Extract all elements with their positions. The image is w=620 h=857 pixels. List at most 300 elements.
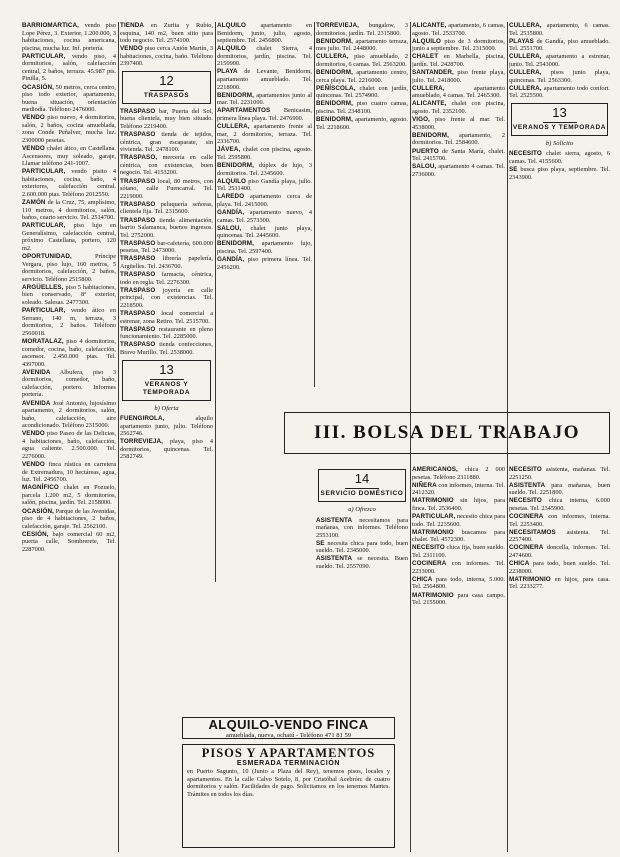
newspaper-page <box>22 22 610 852</box>
classified-ad <box>412 148 505 163</box>
classified-ad-keyword: VENDO <box>22 145 45 153</box>
classified-ad <box>120 287 213 310</box>
classified-ad <box>22 338 116 368</box>
ad-pisos-subtitle: ESMERADA TERMINACIÓN <box>236 760 341 767</box>
classified-ad-keyword: JÁVEA, <box>217 146 241 154</box>
classified-ad <box>412 100 505 115</box>
classified-ad <box>217 123 312 146</box>
classified-ad <box>509 544 610 559</box>
classified-ad-text: apartamento amueblado, 4 camas. Tel. 2465300. <box>412 84 505 100</box>
classified-ad-text: para casa campo. Tel. 2155000. <box>412 591 505 607</box>
classified-ad <box>412 53 505 68</box>
classified-ad-text: sin hijos, para finca. Tel. 2536400. <box>412 497 505 512</box>
classified-ad <box>412 576 505 591</box>
classified-ad-keyword: NIÑERA <box>412 481 437 489</box>
classified-ad-text: apartamento, 6 camas, agosto. Tel. 2533700. <box>412 22 505 37</box>
classified-ad <box>412 544 505 559</box>
classified-ad <box>412 163 505 178</box>
classified-ad-keyword: GANDÍA, <box>217 209 245 217</box>
classified-ad-keyword: BENIDORM, <box>412 131 449 139</box>
classified-ad <box>22 114 116 144</box>
classified-ad <box>217 68 312 91</box>
classified-ad <box>120 131 213 154</box>
section-veranos-temporada-solicito <box>511 103 608 136</box>
classified-ad-text: chalet Sierra, 4 dormitorios, jardín, piscina. Tel. 2150900. <box>217 45 312 68</box>
section-title: VERANOS Y TEMPORADA <box>512 123 607 131</box>
section-title: SERVICIO DOMÉSTICO <box>320 490 404 497</box>
classified-column-5-lower <box>412 466 505 852</box>
classified-ad <box>22 222 116 252</box>
classified-ad <box>412 592 505 607</box>
section-heading-text: III. BOLSA DEL TRABAJO <box>313 422 580 443</box>
classified-ad <box>217 45 312 68</box>
classified-ad-text: apartamento terraza, mes julio. Tel. 2448000. <box>316 37 408 53</box>
classified-ad-keyword: CHICA <box>412 575 433 583</box>
classified-ad-text: chalet ático, en Castellana. Ascensores, muy soleado, garaje, Llamar teléfono 241-1007. <box>22 145 116 168</box>
classified-ad-keyword: ARGÜELLES, <box>22 283 64 291</box>
classified-ad-keyword: FUENGIROLA, <box>120 415 165 423</box>
classified-ad-text: se necesita. Buen sueldo. Tel. 2557090. <box>316 555 408 571</box>
classified-ad-keyword: CHALET <box>412 53 439 61</box>
classified-ad-text: para todo, buen sueldo. Tel. 2238000. <box>509 560 610 575</box>
classified-ad-keyword: BENIDORM, <box>217 162 254 169</box>
classified-ad-text: chalet con jardín, quincenas. Tel. 2574900. <box>316 84 408 100</box>
classified-ad <box>22 461 116 484</box>
classified-ad-keyword: TRASPASO <box>120 310 156 318</box>
classified-ad <box>217 162 312 177</box>
ad-pisos-title: PISOS Y APARTAMENTOS <box>201 746 376 760</box>
classified-ad-text: piso 5 habitaciones, bien conservado, 8º exterior, soleado. Salesas. 2477300. <box>22 283 116 307</box>
classified-ad-text: bar-cafetería, 600.000 pesetas, Tel. 2473000. <box>120 239 213 255</box>
classified-ad <box>120 310 213 325</box>
classified-ad-text: Benicasim, primera línea playa. Tel. 2476900. <box>217 107 312 122</box>
classified-ad <box>120 271 213 286</box>
classified-ad-text: vendo ático en Serrano, 140 m, terraza, 3 dormitorios, 2 baños. Teléfono 2560018. <box>22 307 116 337</box>
classified-ad-text: en Marbella, piscina, jardín. Tel. 2428700. <box>412 53 505 68</box>
section-number: 12 <box>159 72 174 88</box>
classified-ad-keyword: PARTICULAR, <box>22 168 66 176</box>
classified-ad <box>509 166 610 181</box>
classified-ad-keyword: ALQUILO <box>412 37 442 45</box>
classified-ad-text: José Antonio, lujosísimo apartamento, 2 dormitorios, salón, baño, calefacción, aire acondicionado. Teléfono 2315000. <box>22 399 116 430</box>
classified-ad <box>22 284 116 307</box>
classified-ad <box>22 253 116 283</box>
classified-ad <box>217 22 312 45</box>
classified-ad-text: local comercial a estrenar, zona Retiro. Tel. 2515700. <box>120 310 213 325</box>
classified-ad-text: en hijos, para casa. Tel. 2233277. <box>509 575 610 591</box>
classified-ad-keyword: ASISTENTA <box>316 555 353 563</box>
classified-ad-text: de la Cruz, 75, amplísimo, 110 metros, 4 dormitorios, salón, baños, cuarto servicio. Tel. 2514700. <box>22 199 116 222</box>
classified-ad-keyword: CULLERA, <box>509 69 542 77</box>
classified-ad <box>316 540 408 555</box>
ad-pisos-apartamentos <box>182 744 395 848</box>
classified-ad-text: para todo, interna, 5.000. Tel. 2564800. <box>412 575 505 591</box>
classified-ad-text: piso Paseo de las Delicias, 4 habitaciones, baño, calefacción, agua caliente. 2.500.000. Tel. 2276000. <box>22 430 116 460</box>
classified-ad <box>22 53 116 83</box>
classified-column-1 <box>22 22 116 852</box>
classified-ad-keyword: MATRIMONIO <box>412 591 454 599</box>
classified-ad <box>412 38 505 53</box>
classified-ad-keyword: TIENDA <box>120 22 145 29</box>
classified-ad-keyword: ALICANTE, <box>412 22 447 29</box>
column-divider <box>118 22 119 852</box>
classified-ad-keyword: TRASPASO <box>120 286 156 294</box>
classified-ad <box>316 116 408 131</box>
classified-ad-keyword: BENIDORM, <box>217 91 254 99</box>
classified-ad <box>22 84 116 114</box>
classified-ad-text: apartamento centro, cerca playa. Tel. 2216000. <box>316 69 408 84</box>
section-subtitle: a) Ofrezco <box>348 506 376 513</box>
classified-ad <box>217 193 312 208</box>
classified-ad <box>22 400 116 430</box>
classified-ad <box>217 107 312 122</box>
section-subtitle: b) Oferta <box>154 404 179 412</box>
classified-column-6 <box>509 22 610 392</box>
classified-ad-keyword: TRASPASO <box>120 255 156 263</box>
classified-ad-keyword: ZAMÓN <box>22 199 46 207</box>
classified-ad-keyword: LAREDO <box>217 193 245 201</box>
classified-ad-text: tienda de tejidos, céntrica, gran escaparate, sin vivienda. Tel. 2478100. <box>120 131 213 154</box>
classified-ad <box>412 132 505 147</box>
ad-finca <box>182 717 395 739</box>
classified-ad-keyword: MATRIMONIO <box>412 497 454 505</box>
classified-ad-keyword: TRASPASO <box>120 325 156 333</box>
classified-ad-text: asistenta, mañanas. Tel. 2251250. <box>509 466 610 481</box>
column-divider <box>314 22 315 387</box>
classified-ad <box>509 466 610 481</box>
classified-ad <box>412 560 505 575</box>
classified-ad-keyword: COCINERA <box>509 513 544 521</box>
classified-ad <box>509 69 610 84</box>
classified-ad-text: apartamento, 6 camas. Tel. 2535800. <box>509 22 610 37</box>
classified-ad-keyword: TRASPASO <box>120 107 156 115</box>
classified-ad <box>217 256 312 271</box>
classified-ad-keyword: TORREVIEJA, <box>316 22 359 29</box>
classified-ad-keyword: CESIÓN, <box>22 530 49 538</box>
classified-ad <box>316 555 408 570</box>
classified-ad-keyword: TRASPASO <box>120 200 156 208</box>
classified-ad-keyword: TRASPASO <box>120 216 156 224</box>
classified-ad <box>412 513 505 528</box>
ad-finca-line: amueblada, nueva, ochatú - Teléfono 471 81 59 <box>225 732 352 739</box>
classified-ad-keyword: PLAYA <box>217 68 238 76</box>
classified-ad-keyword: PLAYAS <box>509 37 534 45</box>
classified-ad-keyword: TRASPASO <box>120 131 156 139</box>
classified-ad <box>22 369 116 399</box>
classified-ad-keyword: VIGO, <box>412 116 430 124</box>
classified-ad-keyword: NECESITAMOS <box>509 528 556 536</box>
classified-ad-keyword: TRASPASO <box>120 177 156 185</box>
classified-ad-text: apartamento a estrenar, junio. Tel. 2543000. <box>509 53 610 68</box>
classified-ad <box>412 22 505 37</box>
classified-ad <box>120 438 213 461</box>
classified-ad-text: piso primera línea. Tel. 2456200. <box>217 256 312 271</box>
classified-ad-text: piso amueblado, 2 dormitorios, 6 camas. Tel. 2563200. <box>316 53 408 68</box>
classified-ad-text: Parque de las Avenidas, piso de 4 habitaciones, 2 baños, calefacción, garaje. Tel. 2562100. <box>22 507 116 530</box>
classified-ad-text: farmacia, céntrica, todo en regla. Tel. 2276300. <box>120 271 213 286</box>
classified-ad-keyword: AVENIDA <box>22 399 51 407</box>
classified-ad-keyword: SANTANDER, <box>412 69 454 77</box>
classified-ad-keyword: TRASPASO <box>120 341 156 349</box>
classified-ad <box>22 508 116 531</box>
classified-ad-text: apartamento todo confort. Tel. 2525500. <box>509 84 610 100</box>
classified-ad-keyword: TRASPASO <box>120 239 156 247</box>
classified-ad-keyword: BENIDORM, <box>316 69 353 77</box>
classified-ad-text: doncella, informes. Tel. 2474600. <box>509 544 610 559</box>
classified-ad-keyword: MATRIMONIO <box>412 528 454 536</box>
classified-ad-text: necesito chica para todo. Tel. 2235600. <box>412 513 505 528</box>
classified-ad-text: chalet junto playa, quincenas. Tel. 2445600. <box>217 224 312 240</box>
classified-ad <box>509 482 610 497</box>
classified-ad-text: apartamento, 2 dormitorios. Tel. 2584600. <box>412 131 505 147</box>
classified-ad <box>509 85 610 100</box>
classified-ad <box>217 209 312 224</box>
classified-ad-text: Albufera, piso 3 dormitorios, comedor, baño, calefacción, portero. Informes portería. <box>22 368 116 399</box>
classified-ad-keyword: CHICA <box>509 560 530 568</box>
classified-ad <box>120 108 213 131</box>
classified-ad <box>22 168 116 198</box>
classified-ad-text: peluquería señoras, clientela fija. Tel. 2315600. <box>120 200 213 216</box>
classified-ad <box>120 201 213 216</box>
classified-ad-keyword: NECESITO <box>509 466 542 473</box>
classified-ad <box>412 529 505 544</box>
classified-ad-keyword: PEÑÍSCOLA, <box>316 84 356 92</box>
classified-ad-keyword: MAGNÍFICO <box>22 484 59 492</box>
classified-ad-text: bungalow, 3 dormitorios, jardín. Tel. 2315800. <box>316 22 408 37</box>
classified-ad-keyword: ALQUILO <box>217 45 247 53</box>
classified-ad-keyword: CULLERA, <box>509 84 542 92</box>
classified-column-6-lower <box>509 466 610 852</box>
classified-ad <box>316 100 408 115</box>
classified-ad-keyword: BARRIOMÁRTICA, <box>22 22 80 29</box>
classified-ad <box>22 307 116 337</box>
classified-ad-text: para mañanas, buen sueldo. Tel. 2251800. <box>509 481 610 497</box>
ad-finca-title: ALQUILO-VENDO FINCA <box>208 717 369 732</box>
classified-ad-text: pisos junto playa, quincenas. Tel. 2563300. <box>509 69 610 84</box>
classified-ad-keyword: ASISTENTA <box>509 481 546 489</box>
classified-ad-keyword: SALOU, <box>217 224 242 232</box>
classified-ad <box>217 178 312 193</box>
classified-ad-text: piso frente al mar. Tel. 4538000. <box>412 116 505 131</box>
classified-ad-text: dúplex de lujo, 3 dormitorios. Tel. 2345600. <box>217 162 312 177</box>
section-title: VERANOS Y TEMPORADA <box>142 380 191 396</box>
classified-ad-text: piso nuevo, 4 dormitorios, salón, 2 baños, cocina amueblada, zona Conde Peñalver, mucha luz. 2300000 pesetas. <box>22 114 116 144</box>
classified-ad-keyword: TORREVIEJA, <box>120 438 163 446</box>
classified-ad-text: piso de 3 dormitorios, junio a septiembre. Tel. 2315000. <box>412 37 505 53</box>
classified-ad-keyword: ASISTENTA <box>316 516 353 524</box>
classified-ad-keyword: COCINERA <box>509 544 544 552</box>
classified-ad <box>412 69 505 84</box>
classified-ad <box>120 255 213 270</box>
classified-ad-text: buscamos para chalet. Tel. 4572300. <box>412 528 505 544</box>
classified-ad-keyword: VENDO <box>22 430 45 438</box>
classified-ad-keyword: NECESITO <box>509 150 542 158</box>
classified-ad-keyword: PARTICULAR, <box>22 307 66 315</box>
classified-ad-keyword: VENDO <box>22 114 45 122</box>
classified-ad-keyword: CULLERA, <box>316 53 349 61</box>
classified-ad-keyword: ALQUILO <box>217 22 247 29</box>
section-number: 13 <box>552 104 567 120</box>
classified-ad <box>412 85 505 100</box>
section-number: 14 <box>354 471 370 486</box>
classified-ad-text: chalet en Pozuelo, parcela 1.200 m2, 5 dormitorios, salón, piscina, jardín. Tel. 2158000. <box>22 484 116 507</box>
classified-ad <box>316 22 408 37</box>
classified-ad-text: apartamento lujo, piscina. Tel. 2597400. <box>217 240 312 255</box>
classified-ad <box>509 513 610 528</box>
classified-ad-keyword: PARTICULAR, <box>22 52 66 60</box>
classified-ad <box>22 145 116 168</box>
classified-ad-keyword: AMERICANOS, <box>412 466 458 473</box>
classified-ad <box>412 497 505 512</box>
classified-ad-text: bajo comercial 60 m2, puerta calle, Sombrerete, Tel. 2287000. <box>22 530 116 553</box>
classified-ad-text: con informes, interna. Tel. 2412320. <box>412 481 505 497</box>
classified-ad <box>120 22 213 45</box>
classified-ad <box>412 482 505 497</box>
classified-ad <box>120 217 213 240</box>
classified-ad-keyword: BENIDORM, <box>316 100 353 108</box>
classified-ad-text: alquilo apartamento junio, julio. Teléfono 2562746. <box>120 415 213 438</box>
classified-ad-text: chica fija, buen sueldo. Tel. 2311100. <box>412 544 505 559</box>
section-traspasos <box>122 71 211 104</box>
classified-ad-text: restaurante en pleno funcionamiento. Tel. 2285000. <box>120 325 213 341</box>
classified-ad-keyword: NECESITO <box>412 544 445 552</box>
classified-ad-text: chalet sierra, agosto, 6 camas. Tel. 4155600. <box>509 150 610 165</box>
classified-ad <box>22 531 116 554</box>
classified-ad <box>120 415 213 438</box>
classified-ad-keyword: CULLERA, <box>217 123 250 131</box>
classified-ad-keyword: AVENIDA <box>22 368 51 376</box>
classified-ad-text: chalet con piscina, agosto. Tel. 2595800. <box>217 146 312 161</box>
classified-ad <box>217 240 312 255</box>
classified-ad-text: joyería en calle principal, con existencias. Tel. 2218500. <box>120 286 213 309</box>
classified-ad <box>217 92 312 107</box>
classified-ad <box>120 154 213 177</box>
classified-ad-keyword: BENIDORM, <box>217 240 254 248</box>
classified-ad-text: bar, Puerta del Sol, buena clientela, muy bien situado. Teléfono 2219400. <box>120 107 213 130</box>
classified-ad <box>509 576 610 591</box>
classified-ad-keyword: MORATALAZ, <box>22 337 64 345</box>
classified-column-4-lower <box>316 466 408 734</box>
section-subtitle: b) Solicito <box>545 139 574 147</box>
classified-ad <box>509 497 610 512</box>
classified-ad-text: piso frente playa, julio. Tel. 2418000. <box>412 69 505 84</box>
classified-ad-text: finca rústica en carretera de Extremadura, 10 hectáreas, agua, luz. Tel. 2456700. <box>22 461 116 484</box>
classified-ad-text: apartamento cerca de playa. Tel. 2415000. <box>217 193 312 208</box>
classified-ad <box>22 22 116 52</box>
classified-ad-keyword: GANDÍA, <box>217 256 245 264</box>
classified-ad-text: piso cerca Antón Martín, 3 habitaciones, cocina, baño. Teléfono 2397400. <box>120 45 213 68</box>
classified-ad <box>316 38 408 53</box>
classified-ad-keyword: ALQUILO <box>217 177 247 185</box>
classified-ad <box>509 38 610 53</box>
classified-ad-keyword: CULLERA, <box>412 84 445 92</box>
classified-ad-text: Príncipe Vergara, piso lujo, 160 metros, 5 dormitorios, calefacción, 2 baños, servicio. Teléfono 2515800. <box>22 253 116 283</box>
classified-ad-text: tienda alimentación, barrio Salamanca, buenos ingresos. Tel. 2752000. <box>120 216 213 239</box>
classified-ad <box>509 529 610 544</box>
classified-ad-keyword: OCASIÓN, <box>22 507 54 515</box>
classified-ad-text: librería papelería, Argüelles. Tel. 2436700. <box>120 255 213 270</box>
classified-ad-keyword: VENDO <box>22 461 45 469</box>
classified-ad-keyword: PARTICULAR, <box>22 222 66 230</box>
classified-ad <box>316 85 408 100</box>
classified-ad-text: playa, piso 4 dormitorios, quincenas. Tel. 2582749. <box>120 438 213 461</box>
classified-ad <box>316 517 408 540</box>
classified-ad-text: necesita chica para todo, buen sueldo. Tel. 2345000. <box>316 539 408 555</box>
classified-ad <box>22 484 116 507</box>
classified-ad-text: apartamento, agosto. Tel. 2218600. <box>316 116 408 131</box>
classified-ad-text: vendo pisito 4 habitaciones, cocina, baño, 4 exteriores, calefacción central. 2.600.000 ptas. Teléfono 2012550. <box>22 168 116 198</box>
classified-ad-keyword: CULLERA, <box>509 22 542 29</box>
classified-ad-keyword: PUERTO <box>412 147 439 155</box>
classified-ad-keyword: CULLERA, <box>509 53 542 61</box>
classified-ad-text: piso Gandía playa, julio. Tel. 2531400. <box>217 177 312 193</box>
column-divider <box>215 22 216 582</box>
classified-ad <box>217 225 312 240</box>
classified-ad <box>316 69 408 84</box>
classified-ad-text: busca piso playa, septiembre. Tel. 2343900. <box>509 166 610 181</box>
classified-ad <box>509 150 610 165</box>
classified-ad-keyword: PARTICULAR, <box>412 513 456 521</box>
classified-ad-keyword: ALICANTE, <box>412 100 447 108</box>
classified-ad-keyword: OPORTUNIDAD, <box>22 253 72 261</box>
classified-ad-text: piso cuatro camas, piscina. Tel. 2348100. <box>316 100 408 115</box>
classified-ad <box>120 240 213 255</box>
ad-pisos-text: en Puerto Sagunto, 10 (Junto a Plaza del Rey), tenemos pisos, locales y apartamentos. En la calle Calvo Sotelo, 8, por Cristóbal Acebrón: de cuatro dormitorios y salón. Facilidades de pago. Solicitamos en los tenemos Mantes. Trámites en todos los días. <box>187 768 390 798</box>
classified-column-3 <box>217 22 312 712</box>
classified-ad-keyword: SE <box>509 166 518 174</box>
classified-ad <box>217 146 312 161</box>
section-servicio-domestico <box>318 469 406 502</box>
classified-ad-text: con informes. Tel. 2233000. <box>412 560 505 575</box>
classified-ad-text: apartamento 4 camas. Tel. 2736000. <box>412 163 505 178</box>
classified-ad-text: de Santa María, chalet. Tel. 2415700. <box>412 147 505 163</box>
classified-ad <box>120 341 213 356</box>
classified-ad-text: local, 80 metros, con sótano, calle Fuencarral. Tel. 2219000. <box>120 177 213 200</box>
classified-ad-text: piso 4 dormitorios, comedor, cocina, baño, calefacción, ascensor. 2.450.000 ptas. Tel. 4397000. <box>22 337 116 368</box>
classified-ad-keyword: OCASIÓN, <box>22 83 54 91</box>
classified-ad-keyword: SE <box>316 539 325 547</box>
classified-ad-keyword: MATRIMONIO <box>509 575 551 583</box>
classified-ad-keyword: NECESITO <box>509 497 542 505</box>
classified-ad-keyword: BENIDORM, <box>316 37 353 45</box>
classified-ad-text: mercería en calle céntrica, con existencias, buen negocio. Tel. 4153200. <box>120 154 213 177</box>
classified-ad-text: tienda confecciones, Bravo Murillo. Tel. 2538000. <box>120 341 213 356</box>
classified-ad-text: de Gandía, piso amueblado. Tel. 2551700. <box>509 37 610 53</box>
section-number: 13 <box>159 361 174 377</box>
classified-ad-text: vendo piso, 4 dormitorios, salón, calefacción central, 2 baños, terraza. 45.987 pts. Pinilla, 5. <box>22 52 116 83</box>
section-veranos-temporada <box>122 360 211 401</box>
classified-ad-text: apartamento en Benidorm, junio, julio, agosto, septiembre. Tel. 2456800. <box>217 22 312 45</box>
classified-ad <box>120 326 213 341</box>
classified-ad-text: apartamento nuevo, 4 camas. Tel. 2573300. <box>217 209 312 224</box>
classified-ad-text: de Levante, Benidorm, apartamento amueblado. Tel. 2218000. <box>217 68 312 91</box>
classified-ad-text: asistenta. Tel. 2257400. <box>509 528 610 544</box>
classified-ad-text: chica 2 000 pesetas. Teléfono 2311880. <box>412 466 505 481</box>
classified-ad-keyword: BENIDORM, <box>316 116 353 124</box>
classified-ad <box>22 199 116 222</box>
classified-ad <box>509 53 610 68</box>
classified-ad <box>22 430 116 460</box>
classified-ad <box>120 178 213 201</box>
classified-ad-text: 50 metros, cerca centro, piso todo exterior, apartamento, buena situación, orientación mediodía. Teléfono 2476000. <box>22 83 116 114</box>
classified-ad-keyword: SALOU, <box>412 163 437 171</box>
classified-ad <box>120 45 213 68</box>
classified-ad-text: necesitamos para mañanas, con informes. Teléfono 2553100. <box>316 516 408 539</box>
classified-ad-keyword: VENDO <box>120 45 143 53</box>
classified-ad <box>509 22 610 37</box>
classified-ad-text: apartamento frente al mar, 2 dormitorios, terraza. Tel. 2336700. <box>217 123 312 146</box>
classified-ad <box>316 53 408 68</box>
